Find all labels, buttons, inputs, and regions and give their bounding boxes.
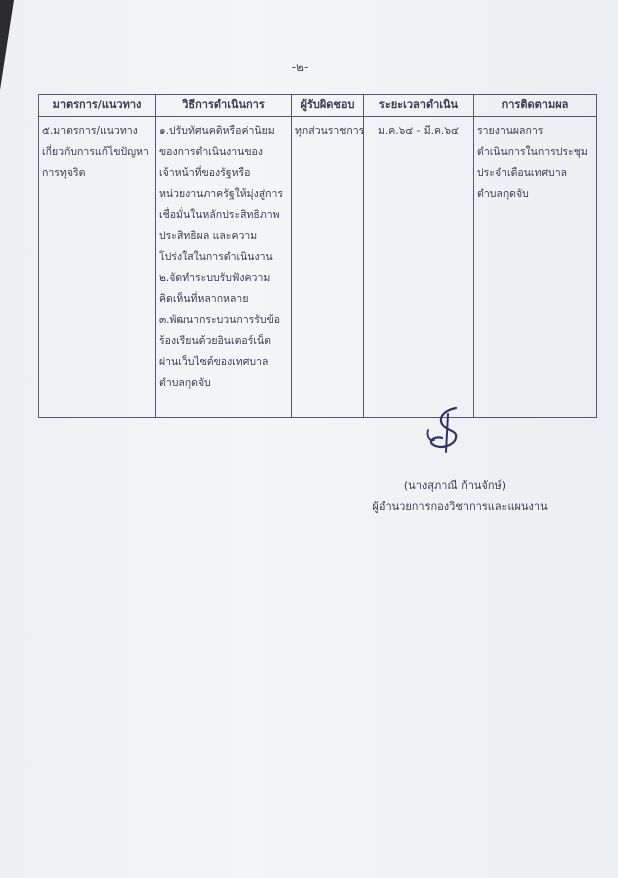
- header-responsible: ผู้รับผิดชอบ: [292, 95, 364, 117]
- method-line: โปร่งใสในการดำเนินงาน: [159, 251, 273, 263]
- followup-line: ดำเนินการในการประชุม: [477, 146, 588, 158]
- header-followup: การติดตามผล: [474, 95, 597, 117]
- method-line: หน่วยงานภาครัฐให้มุ่งสู่การ: [159, 188, 284, 200]
- method-line: ๒.จัดทำระบบรับฟังความ: [159, 272, 271, 284]
- method-line: ร้องเรียนด้วยอินเตอร์เน็ต: [159, 335, 271, 347]
- method-line: ประสิทธิผล และความ: [159, 230, 258, 242]
- method-line: ของการดำเนินงานของ: [159, 146, 263, 158]
- method-line: ๑.ปรับทัศนคติหรือค่านิยม: [159, 125, 275, 137]
- cell-duration: [364, 117, 474, 418]
- measure-line: ๕.มาตรการ/แนวทาง: [42, 125, 138, 137]
- cell-responsible: [292, 117, 364, 418]
- method-line: ผ่านเว็บไซต์ของเทศบาล: [159, 356, 269, 368]
- responsible-text: ทุกส่วนราชการ: [295, 125, 365, 137]
- measure-line: การทุจริต: [42, 167, 86, 179]
- followup-line: รายงานผลการ: [477, 125, 544, 137]
- cell-measure: [39, 117, 156, 418]
- table-row: [39, 117, 597, 418]
- method-line: เชื่อมั่นในหลักประสิทธิภาพ: [159, 209, 280, 221]
- header-duration: ระยะเวลาดำเนิน: [364, 95, 474, 117]
- action-plan-table: [38, 94, 597, 418]
- method-line: ๓.พัฒนากระบวนการรับข้อ: [159, 314, 281, 326]
- duration-text: ม.ค.๖๔ - มี.ค.๖๔: [378, 125, 459, 137]
- header-method: วิธีการดำเนินการ: [156, 95, 292, 117]
- handwritten-signature: [416, 400, 476, 460]
- scan-corner-shadow: [0, 0, 14, 90]
- followup-line: ตำบลกุดจับ: [477, 188, 529, 200]
- method-line: เจ้าหน้าที่ของรัฐหรือ: [159, 167, 251, 179]
- table-header-row: [39, 95, 597, 117]
- page-number: -๒-: [291, 60, 309, 74]
- method-line: ตำบลกุดจับ: [159, 377, 211, 389]
- header-measure: มาตรการ/แนวทาง: [39, 95, 156, 117]
- signer-position: ผู้อำนวยการกองวิชาการและแผนงาน: [372, 500, 548, 513]
- cell-methods: [156, 117, 292, 418]
- signer-name: (นางสุภาณี ก้านจักษ์): [403, 479, 507, 492]
- cell-followup: [474, 117, 597, 418]
- method-line: คิดเห็นที่หลากหลาย: [159, 293, 249, 305]
- followup-line: ประจำเดือนเทศบาล: [477, 167, 568, 179]
- measure-line: เกี่ยวกับการแก้ไขปัญหา: [42, 146, 149, 158]
